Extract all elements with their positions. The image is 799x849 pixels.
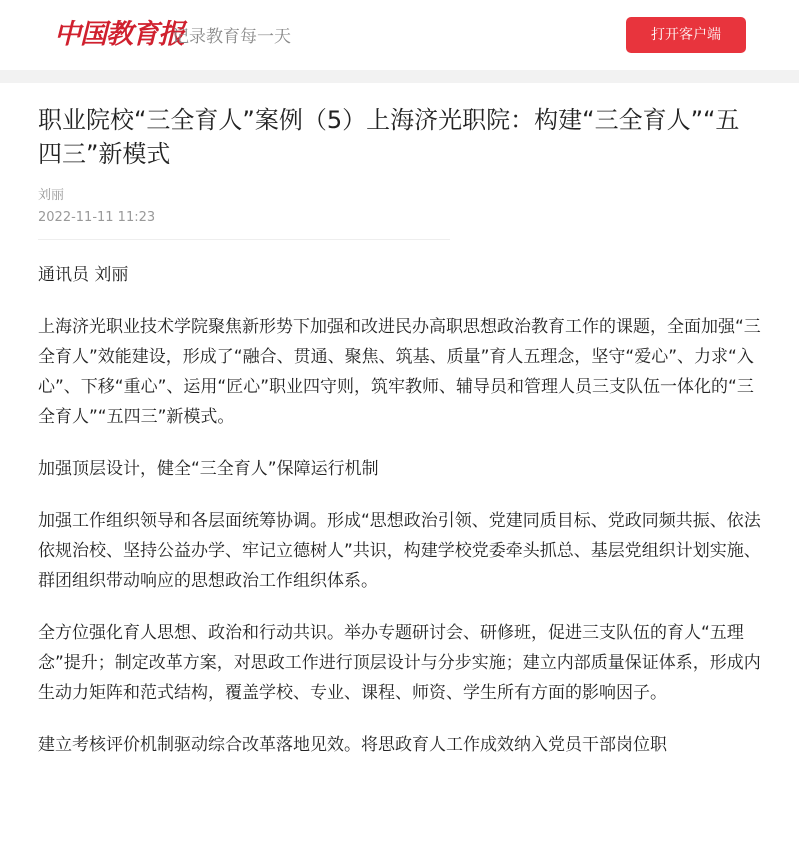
article-body (0, 103, 799, 760)
article-datetime: 2022-11-11 11:23 (38, 210, 156, 225)
meta-divider (38, 239, 450, 240)
paragraph-organization: 加强工作组织领导和各层面统筹协调。形成“思想政治引领、党建同质目标、党政同频共振、依法依规治校、坚持公益办学、牢记立德树人”共识，构建学校党委牵头抓总、基层党组织计划实施、群团组织带动响应的思想政治工作组织体系。 (38, 511, 761, 591)
header-slogan: 记录教育每一天 (172, 27, 291, 47)
paragraph-intro: 上海济光职业技术学院聚焦新形势下加强和改进民办高职思想政治教育工作的课题，全面加强“三全育人”效能建设，形成了“融合、贯通、聚焦、筑基、质量”育人五理念，坚守“爱心”、力求“入心”、下移“重心”、运用“匠心”职业四守则，筑牢教师、辅导员和管理人员三支队伍一体化的“三全育人”“五四三”新模式。 (38, 317, 761, 427)
open-app-button[interactable]: 打开客户端 (626, 17, 746, 53)
top-header-bar (0, 0, 799, 70)
header-divider (0, 70, 799, 83)
newspaper-logo[interactable]: 中国教育报 (54, 19, 184, 50)
paragraph-section-heading: 加强顶层设计，健全“三全育人”保障运行机制 (38, 459, 379, 479)
article-author: 刘丽 (38, 188, 65, 203)
paragraph-consensus: 全方位强化育人思想、政治和行动共识。举办专题研讨会、研修班，促进三支队伍的育人“五理念”提升；制定改革方案，对思政工作进行顶层设计与分步实施；建立内部质量保证体系，形成内生动力矩阵和范式结构，覆盖学校、专业、课程、师资、学生所有方面的影响因子。 (38, 623, 761, 703)
paragraph-evaluation: 建立考核评价机制驱动综合改革落地见效。将思政育人工作成效纳入党员干部岗位职 (38, 735, 667, 755)
paragraph-byline: 通讯员 刘丽 (38, 265, 129, 285)
article-title: 职业院校“三全育人”案例（5）上海济光职院：构建“三全育人”“五四三”新模式 (38, 106, 740, 168)
